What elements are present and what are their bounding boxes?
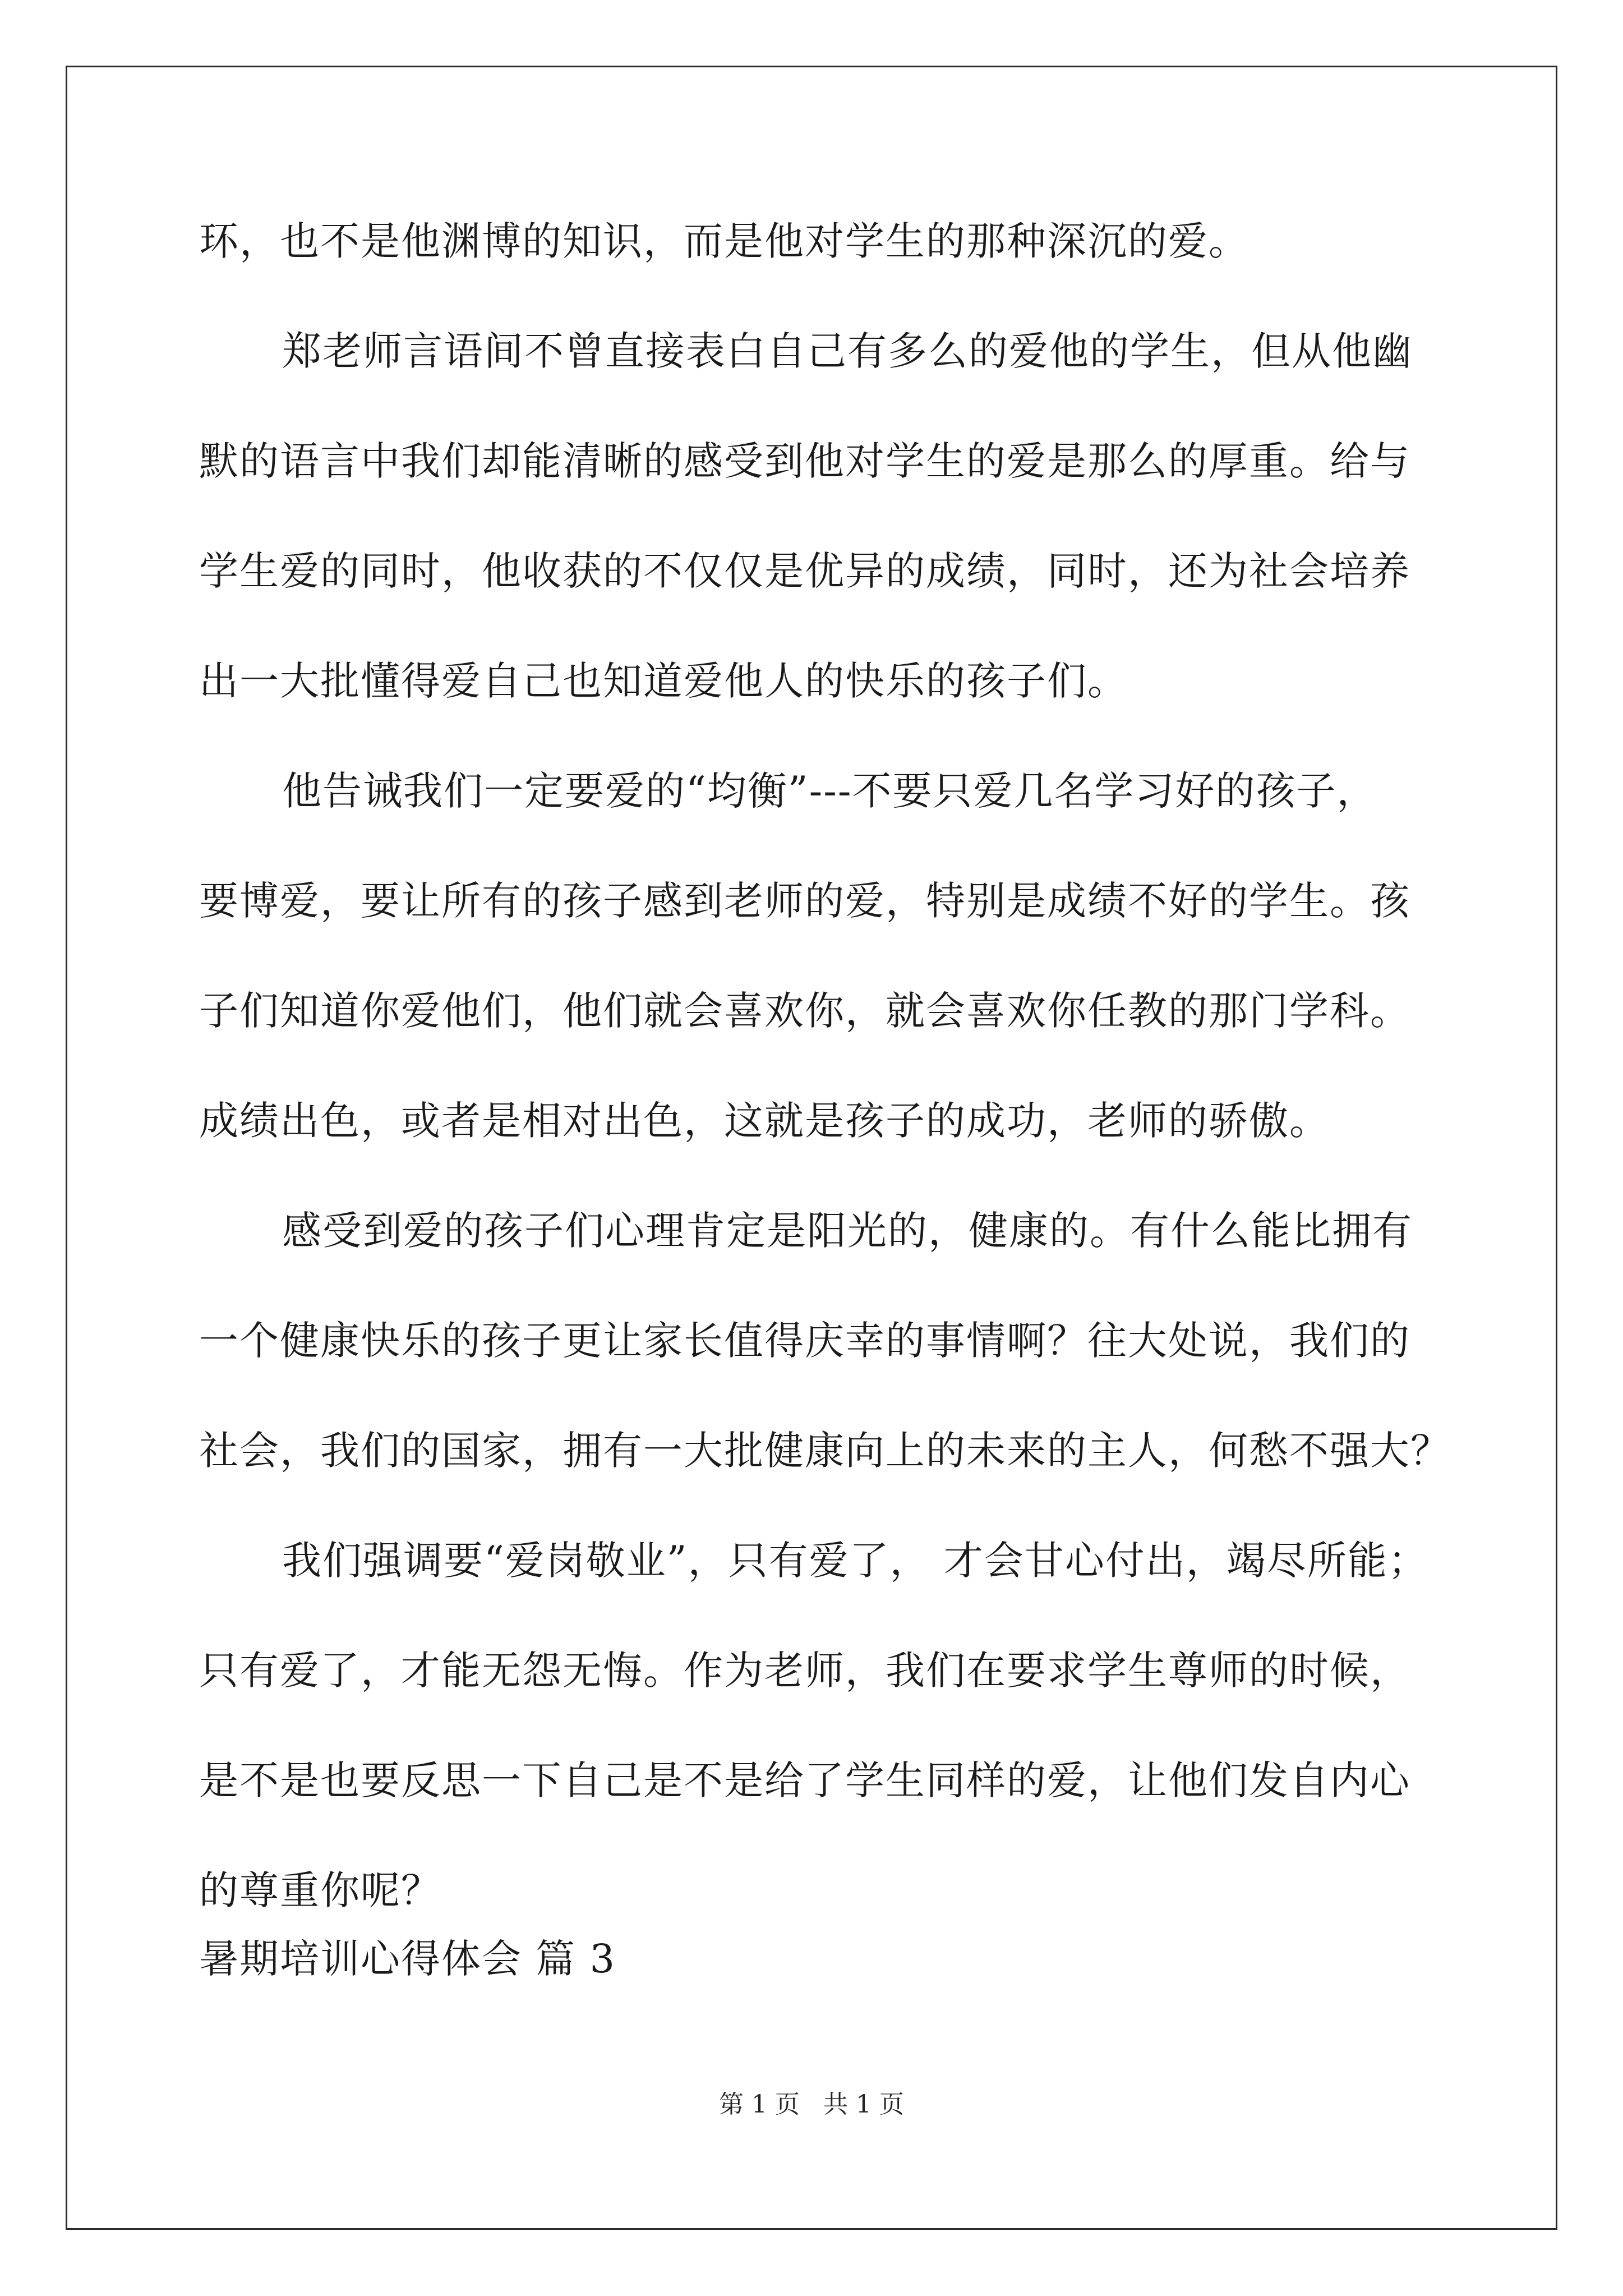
document-body	[199, 208, 1455, 1967]
text-line: 环，也不是他渊博的知识，而是他对学生的那种深沉的爱。	[199, 218, 1249, 264]
section-heading: 暑期培训心得体会 篇 3	[199, 1936, 616, 1982]
text-line: 是不是也要反思一下自己是不是给了学生同样的爱，让他们发自内心	[199, 1757, 1410, 1803]
text-line: 子们知道你爱他们，他们就会喜欢你，就会喜欢你任教的那门学科。	[199, 988, 1410, 1034]
text-line: 出一大批懂得爱自己也知道爱他人的快乐的孩子们。	[199, 658, 1128, 704]
paragraph-start-line: 感受到爱的孩子们心理肯定是阳光的，健康的。有什么能比拥有	[282, 1208, 1413, 1254]
text-line: 学生爱的同时，他收获的不仅仅是优异的成绩，同时，还为社会培养	[199, 548, 1410, 594]
paragraph-start-line: 他告诫我们一定要爱的“均衡”---不要只爱几名学习好的孩子，	[282, 768, 1377, 814]
paragraph-start-line: 郑老师言语间不曾直接表白自己有多么的爱他的学生，但从他幽	[282, 328, 1413, 374]
paragraph-start-line: 我们强调要“爱岗敬业”，只有爱了， 才会甘心付出，竭尽所能；	[282, 1538, 1428, 1584]
text-line: 社会，我们的国家，拥有一大批健康向上的未来的主人，何愁不强大？	[199, 1428, 1451, 1474]
text-line: 默的语言中我们却能清晰的感受到他对学生的爱是那么的厚重。给与	[199, 438, 1410, 484]
page-number-footer: 第 1 页 共 1 页	[719, 2090, 904, 2119]
text-line: 要博爱，要让所有的孩子感到老师的爱，特别是成绩不好的学生。孩	[199, 878, 1410, 924]
text-line: 的尊重你呢？	[199, 1867, 441, 1913]
text-line: 只有爱了，才能无怨无悔。作为老师，我们在要求学生尊师的时候，	[199, 1648, 1410, 1694]
text-line: 一个健康快乐的孩子更让家长值得庆幸的事情啊？往大处说，我们的	[199, 1318, 1410, 1364]
text-line: 成绩出色，或者是相对出色，这就是孩子的成功，老师的骄傲。	[199, 1098, 1330, 1144]
